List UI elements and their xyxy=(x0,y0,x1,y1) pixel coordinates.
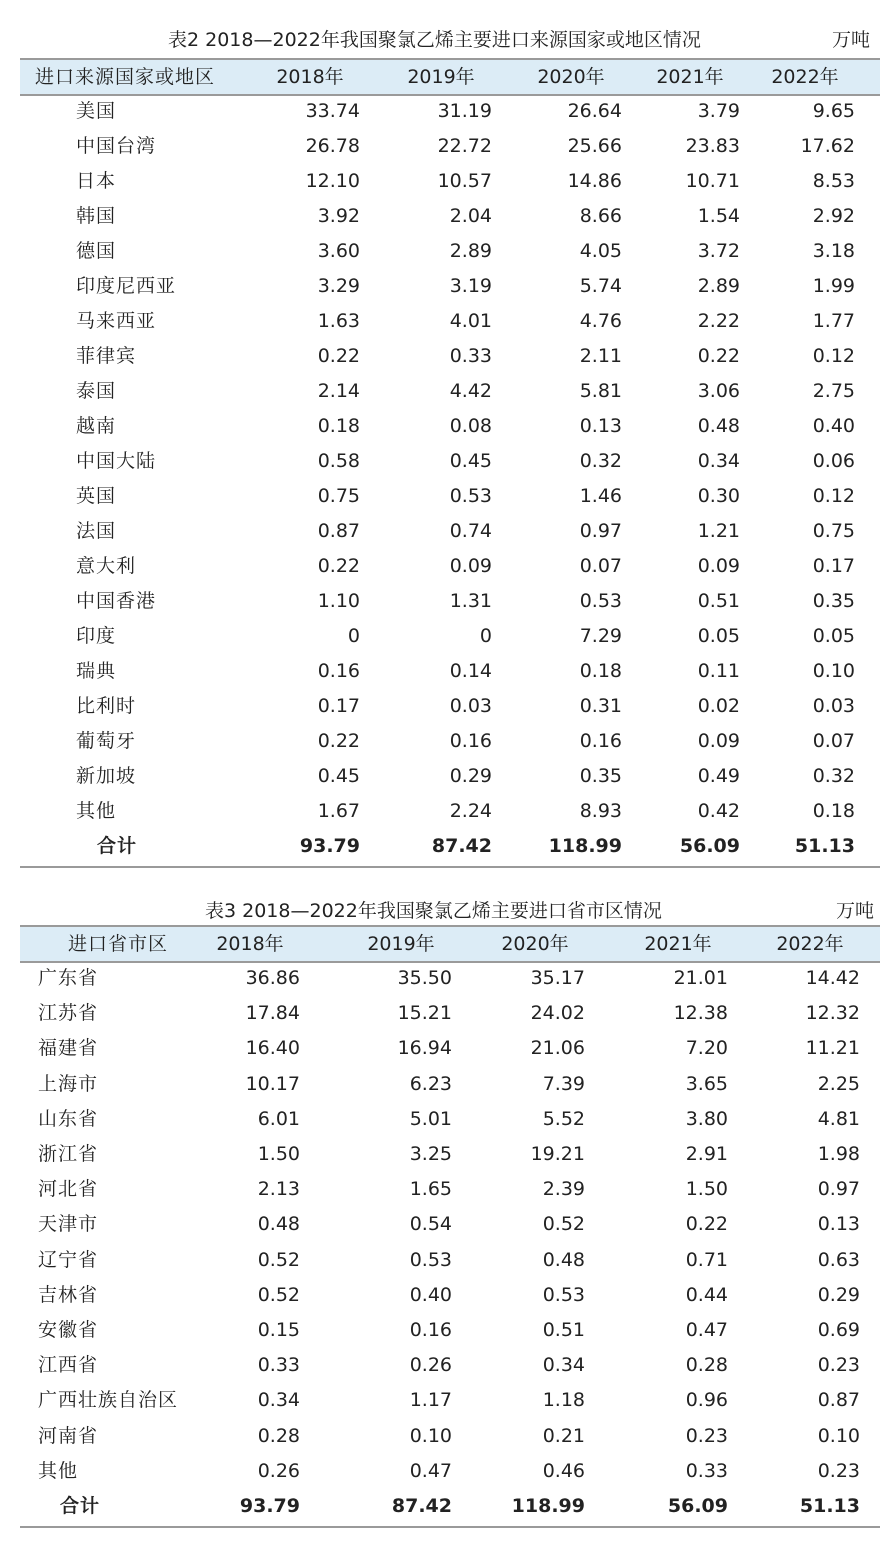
cell-value: 0.48 xyxy=(257,1213,300,1236)
cell-value: 35.50 xyxy=(397,967,452,989)
table-row xyxy=(20,479,880,514)
cell-value: 0.28 xyxy=(685,1354,728,1377)
cell-value: 0.02 xyxy=(697,695,740,717)
table-row xyxy=(20,374,880,409)
cell-value: 1.99 xyxy=(812,275,855,297)
cell-value: 0.34 xyxy=(542,1354,585,1377)
table-row xyxy=(20,549,880,584)
row-label: 泰国 xyxy=(76,380,117,402)
cell-value: 11.21 xyxy=(805,1037,860,1060)
cell-value: 2.11 xyxy=(579,345,622,367)
row-label: 中国大陆 xyxy=(76,450,157,472)
cell-value: 0.30 xyxy=(697,485,740,507)
cell-value: 0.33 xyxy=(685,1459,728,1482)
cell-value: 3.18 xyxy=(812,240,855,262)
cell-value: 0.75 xyxy=(317,485,360,507)
cell-value: 0.47 xyxy=(409,1459,452,1482)
column-header: 2022年 xyxy=(776,933,844,955)
cell-value: 0.10 xyxy=(812,660,855,682)
column-header: 2022年 xyxy=(771,66,839,88)
cell-value: 7.39 xyxy=(542,1072,585,1095)
row-label: 合计 xyxy=(60,1495,101,1517)
cell-value: 0.08 xyxy=(449,415,492,437)
cell-value: 1.46 xyxy=(579,485,622,507)
table-row xyxy=(20,689,880,724)
cell-value: 4.05 xyxy=(579,240,622,262)
column-header: 2020年 xyxy=(501,933,569,955)
row-label: 韩国 xyxy=(76,205,117,227)
table-row xyxy=(20,1067,880,1102)
row-label: 天津市 xyxy=(38,1213,99,1236)
cell-value: 2.22 xyxy=(697,310,740,332)
row-label: 葡萄牙 xyxy=(76,730,137,752)
cell-value: 0.16 xyxy=(579,730,622,752)
cell-value: 0.40 xyxy=(812,415,855,437)
cell-value: 0.18 xyxy=(579,660,622,682)
row-label: 山东省 xyxy=(38,1107,99,1130)
table-row xyxy=(20,1313,880,1348)
cell-value: 0.53 xyxy=(409,1248,452,1271)
cell-value: 0.18 xyxy=(317,415,360,437)
cell-value: 51.13 xyxy=(794,835,855,857)
cell-value: 4.76 xyxy=(579,310,622,332)
cell-value: 36.86 xyxy=(245,967,300,989)
row-label: 浙江省 xyxy=(38,1143,99,1165)
cell-value: 0.09 xyxy=(697,555,740,577)
cell-value: 16.94 xyxy=(397,1037,452,1060)
column-header: 2020年 xyxy=(537,66,605,88)
cell-value: 0.26 xyxy=(257,1459,300,1482)
cell-value: 0.16 xyxy=(449,730,492,752)
table2-unit: 万吨 xyxy=(832,29,871,51)
cell-value: 2.24 xyxy=(449,800,492,822)
row-label: 瑞典 xyxy=(76,660,117,682)
cell-value: 3.06 xyxy=(697,380,740,402)
table3-header-row xyxy=(20,925,880,963)
row-label: 印度 xyxy=(76,625,117,647)
cell-value: 0.45 xyxy=(317,765,360,787)
cell-value: 6.23 xyxy=(409,1072,452,1095)
cell-value: 1.63 xyxy=(317,310,360,332)
cell-value: 24.02 xyxy=(530,1002,585,1025)
table-row xyxy=(20,1137,880,1172)
column-header: 2018年 xyxy=(276,66,344,88)
cell-value: 0.51 xyxy=(697,590,740,612)
table-row xyxy=(20,1348,880,1383)
cell-value: 0.46 xyxy=(542,1459,585,1482)
cell-value: 3.65 xyxy=(685,1072,728,1095)
cell-value: 0.15 xyxy=(257,1319,300,1341)
cell-value: 0.18 xyxy=(812,800,855,822)
row-label: 其他 xyxy=(38,1459,79,1482)
cell-value: 3.19 xyxy=(449,275,492,297)
cell-value: 25.66 xyxy=(567,135,622,157)
cell-value: 0.33 xyxy=(257,1354,300,1377)
cell-value: 0.13 xyxy=(817,1213,860,1236)
cell-value: 0.23 xyxy=(685,1424,728,1447)
cell-value: 17.84 xyxy=(245,1002,300,1025)
cell-value: 3.92 xyxy=(317,205,360,227)
row-label: 中国台湾 xyxy=(76,135,157,157)
table2-title: 表2 2018—2022年我国聚氯乙烯主要进口来源国家或地区情况 xyxy=(168,29,701,51)
row-label: 上海市 xyxy=(38,1072,99,1095)
cell-value: 0.07 xyxy=(579,555,622,577)
cell-value: 0.12 xyxy=(812,485,855,507)
cell-value: 3.25 xyxy=(409,1143,452,1165)
cell-value: 33.74 xyxy=(305,100,360,122)
row-label: 美国 xyxy=(76,100,117,122)
cell-value: 3.80 xyxy=(685,1107,728,1130)
row-label: 辽宁省 xyxy=(38,1248,99,1271)
cell-value: 0.28 xyxy=(257,1424,300,1447)
cell-value: 3.29 xyxy=(317,275,360,297)
row-label: 江苏省 xyxy=(38,1002,99,1025)
table3-title: 表3 2018—2022年我国聚氯乙烯主要进口省市区情况 xyxy=(205,900,662,922)
cell-value: 2.89 xyxy=(697,275,740,297)
cell-value: 7.20 xyxy=(685,1037,728,1060)
cell-value: 0.22 xyxy=(685,1213,728,1236)
row-label: 比利时 xyxy=(76,695,137,717)
cell-value: 21.01 xyxy=(673,967,728,989)
cell-value: 0.74 xyxy=(449,520,492,542)
table-row xyxy=(20,996,880,1031)
column-header: 2019年 xyxy=(407,66,475,88)
cell-value: 31.19 xyxy=(437,100,492,122)
cell-value: 0 xyxy=(479,625,492,647)
table-row xyxy=(20,164,880,199)
cell-value: 0.71 xyxy=(685,1248,728,1271)
cell-value: 35.17 xyxy=(530,967,585,989)
cell-value: 0.75 xyxy=(812,520,855,542)
cell-value: 19.21 xyxy=(530,1143,585,1165)
cell-value: 0.21 xyxy=(542,1424,585,1447)
cell-value: 0.22 xyxy=(697,345,740,367)
cell-value: 0.33 xyxy=(449,345,492,367)
cell-value: 0.09 xyxy=(697,730,740,752)
cell-value: 0.54 xyxy=(409,1213,452,1236)
cell-value: 0.09 xyxy=(449,555,492,577)
table-row xyxy=(20,1207,880,1242)
table-row xyxy=(20,1031,880,1066)
row-label: 新加坡 xyxy=(76,765,137,787)
cell-value: 1.50 xyxy=(257,1143,300,1165)
cell-value: 0.16 xyxy=(317,660,360,682)
cell-value: 0.23 xyxy=(817,1459,860,1482)
cell-value: 26.78 xyxy=(305,135,360,157)
cell-value: 0.97 xyxy=(579,520,622,542)
table3-caption xyxy=(0,893,892,923)
cell-value: 2.39 xyxy=(542,1178,585,1201)
cell-value: 2.92 xyxy=(812,205,855,227)
cell-value: 1.98 xyxy=(817,1143,860,1165)
cell-value: 8.66 xyxy=(579,205,622,227)
table-row xyxy=(20,1102,880,1137)
cell-value: 1.31 xyxy=(449,590,492,612)
table-row xyxy=(20,759,880,794)
row-label: 广东省 xyxy=(38,967,99,989)
column-header: 2019年 xyxy=(367,933,435,955)
table2-bottom-rule xyxy=(20,866,880,868)
cell-value: 56.09 xyxy=(679,835,740,857)
cell-value: 0.48 xyxy=(697,415,740,437)
cell-value: 1.17 xyxy=(409,1389,452,1412)
cell-value: 10.57 xyxy=(437,170,492,192)
table-import-sources xyxy=(0,22,892,867)
cell-value: 5.52 xyxy=(542,1107,585,1130)
table-row xyxy=(20,129,880,164)
cell-value: 0.12 xyxy=(812,345,855,367)
row-label: 马来西亚 xyxy=(76,310,157,332)
cell-value: 1.65 xyxy=(409,1178,452,1201)
row-label: 印度尼西亚 xyxy=(76,275,177,297)
table-row xyxy=(20,199,880,234)
cell-value: 0.17 xyxy=(812,555,855,577)
cell-value: 2.89 xyxy=(449,240,492,262)
cell-value: 2.91 xyxy=(685,1143,728,1165)
cell-value: 0.07 xyxy=(812,730,855,752)
row-label: 吉林省 xyxy=(38,1283,99,1306)
table2-header-row xyxy=(20,58,880,96)
cell-value: 0.31 xyxy=(579,695,622,717)
cell-value: 8.53 xyxy=(812,170,855,192)
cell-value: 17.62 xyxy=(800,135,855,157)
cell-value: 0.53 xyxy=(579,590,622,612)
cell-value: 0.96 xyxy=(685,1389,728,1412)
row-label: 安徽省 xyxy=(38,1319,99,1341)
cell-value: 0.34 xyxy=(697,450,740,472)
cell-value: 3.79 xyxy=(697,100,740,122)
cell-value: 0.32 xyxy=(812,765,855,787)
cell-value: 0.52 xyxy=(542,1213,585,1236)
cell-value: 118.99 xyxy=(511,1495,585,1517)
cell-value: 3.72 xyxy=(697,240,740,262)
cell-value: 0.42 xyxy=(697,800,740,822)
table-row xyxy=(20,94,880,129)
cell-value: 0.23 xyxy=(817,1354,860,1377)
table-import-provinces xyxy=(0,893,892,1533)
cell-value: 0.58 xyxy=(317,450,360,472)
cell-value: 1.67 xyxy=(317,800,360,822)
cell-value: 0.06 xyxy=(812,450,855,472)
cell-value: 0.53 xyxy=(449,485,492,507)
cell-value: 5.74 xyxy=(579,275,622,297)
cell-value: 0.47 xyxy=(685,1319,728,1341)
cell-value: 0.10 xyxy=(409,1424,452,1447)
column-header: 2021年 xyxy=(656,66,724,88)
cell-value: 4.01 xyxy=(449,310,492,332)
table-row xyxy=(20,1278,880,1313)
cell-value: 21.06 xyxy=(530,1037,585,1060)
table-row xyxy=(20,514,880,549)
cell-value: 0.53 xyxy=(542,1283,585,1306)
cell-value: 1.10 xyxy=(317,590,360,612)
cell-value: 23.83 xyxy=(685,135,740,157)
cell-value: 22.72 xyxy=(437,135,492,157)
row-label: 法国 xyxy=(76,520,117,542)
cell-value: 0 xyxy=(347,625,360,647)
cell-value: 4.81 xyxy=(817,1107,860,1130)
cell-value: 0.44 xyxy=(685,1283,728,1306)
cell-value: 0.22 xyxy=(317,730,360,752)
cell-value: 93.79 xyxy=(239,1495,300,1517)
cell-value: 0.69 xyxy=(817,1319,860,1341)
row-label: 河南省 xyxy=(38,1424,99,1447)
cell-value: 0.87 xyxy=(317,520,360,542)
row-label: 意大利 xyxy=(76,555,137,577)
cell-value: 0.52 xyxy=(257,1283,300,1306)
cell-value: 5.81 xyxy=(579,380,622,402)
table-row xyxy=(20,1383,880,1418)
cell-value: 1.50 xyxy=(685,1178,728,1201)
cell-value: 0.29 xyxy=(817,1283,860,1306)
table-row xyxy=(20,269,880,304)
cell-value: 0.45 xyxy=(449,450,492,472)
column-header: 进口来源国家或地区 xyxy=(35,66,216,88)
cell-value: 0.22 xyxy=(317,555,360,577)
cell-value: 0.87 xyxy=(817,1389,860,1412)
cell-value: 0.40 xyxy=(409,1283,452,1306)
cell-value: 6.01 xyxy=(257,1107,300,1130)
table-row xyxy=(20,1419,880,1454)
row-label: 广西壮族自治区 xyxy=(38,1389,179,1412)
cell-value: 51.13 xyxy=(799,1495,860,1517)
row-label: 德国 xyxy=(76,240,117,262)
cell-value: 0.35 xyxy=(812,590,855,612)
cell-value: 2.25 xyxy=(817,1072,860,1095)
cell-value: 0.03 xyxy=(449,695,492,717)
row-label: 菲律宾 xyxy=(76,345,137,367)
cell-value: 2.13 xyxy=(257,1178,300,1201)
cell-value: 0.26 xyxy=(409,1354,452,1377)
table3-unit: 万吨 xyxy=(836,900,875,922)
cell-value: 10.17 xyxy=(245,1072,300,1095)
row-label: 英国 xyxy=(76,485,117,507)
cell-value: 56.09 xyxy=(667,1495,728,1517)
cell-value: 0.48 xyxy=(542,1248,585,1271)
column-header: 进口省市区 xyxy=(68,933,169,955)
cell-value: 1.18 xyxy=(542,1389,585,1412)
table-row xyxy=(20,1243,880,1278)
cell-value: 5.01 xyxy=(409,1107,452,1130)
cell-value: 2.14 xyxy=(317,380,360,402)
table-row xyxy=(20,304,880,339)
cell-value: 15.21 xyxy=(397,1002,452,1025)
cell-value: 2.04 xyxy=(449,205,492,227)
row-label: 越南 xyxy=(76,415,117,437)
cell-value: 0.35 xyxy=(579,765,622,787)
total-row xyxy=(20,829,880,864)
cell-value: 0.32 xyxy=(579,450,622,472)
table-row xyxy=(20,584,880,619)
cell-value: 0.49 xyxy=(697,765,740,787)
cell-value: 12.38 xyxy=(673,1002,728,1025)
cell-value: 0.52 xyxy=(257,1248,300,1271)
row-label: 日本 xyxy=(76,170,117,192)
cell-value: 8.93 xyxy=(579,800,622,822)
table-row xyxy=(20,961,880,996)
cell-value: 26.64 xyxy=(567,100,622,122)
row-label: 河北省 xyxy=(38,1178,99,1201)
cell-value: 12.10 xyxy=(305,170,360,192)
cell-value: 7.29 xyxy=(579,625,622,647)
cell-value: 1.77 xyxy=(812,310,855,332)
cell-value: 0.14 xyxy=(449,660,492,682)
cell-value: 10.71 xyxy=(685,170,740,192)
cell-value: 1.54 xyxy=(697,205,740,227)
cell-value: 0.13 xyxy=(579,415,622,437)
column-header: 2018年 xyxy=(216,933,284,955)
cell-value: 87.42 xyxy=(391,1495,452,1517)
cell-value: 93.79 xyxy=(299,835,360,857)
cell-value: 0.16 xyxy=(409,1319,452,1341)
cell-value: 1.21 xyxy=(697,520,740,542)
cell-value: 0.10 xyxy=(817,1424,860,1447)
row-label: 其他 xyxy=(76,800,117,822)
table2-caption xyxy=(0,22,892,52)
cell-value: 2.75 xyxy=(812,380,855,402)
table-row xyxy=(20,654,880,689)
table-row xyxy=(20,444,880,479)
cell-value: 118.99 xyxy=(548,835,622,857)
table-row xyxy=(20,724,880,759)
cell-value: 0.29 xyxy=(449,765,492,787)
table-row xyxy=(20,409,880,444)
total-row xyxy=(20,1489,880,1524)
table3-bottom-rule xyxy=(20,1526,880,1528)
cell-value: 0.03 xyxy=(812,695,855,717)
column-header: 2021年 xyxy=(644,933,712,955)
table-row xyxy=(20,339,880,374)
row-label: 中国香港 xyxy=(76,590,157,612)
table-row xyxy=(20,234,880,269)
cell-value: 16.40 xyxy=(245,1037,300,1060)
cell-value: 0.97 xyxy=(817,1178,860,1201)
table-row xyxy=(20,1172,880,1207)
cell-value: 14.86 xyxy=(567,170,622,192)
cell-value: 3.60 xyxy=(317,240,360,262)
cell-value: 0.34 xyxy=(257,1389,300,1412)
cell-value: 0.51 xyxy=(542,1319,585,1341)
cell-value: 9.65 xyxy=(812,100,855,122)
row-label: 合计 xyxy=(97,835,138,857)
cell-value: 14.42 xyxy=(805,967,860,989)
cell-value: 4.42 xyxy=(449,380,492,402)
cell-value: 0.05 xyxy=(812,625,855,647)
cell-value: 0.11 xyxy=(697,660,740,682)
row-label: 福建省 xyxy=(38,1037,99,1060)
cell-value: 0.63 xyxy=(817,1248,860,1271)
row-label: 江西省 xyxy=(38,1354,99,1377)
table-row xyxy=(20,794,880,829)
cell-value: 0.22 xyxy=(317,345,360,367)
cell-value: 87.42 xyxy=(431,835,492,857)
table-row xyxy=(20,1454,880,1489)
cell-value: 0.05 xyxy=(697,625,740,647)
table-row xyxy=(20,619,880,654)
cell-value: 0.17 xyxy=(317,695,360,717)
cell-value: 12.32 xyxy=(805,1002,860,1025)
